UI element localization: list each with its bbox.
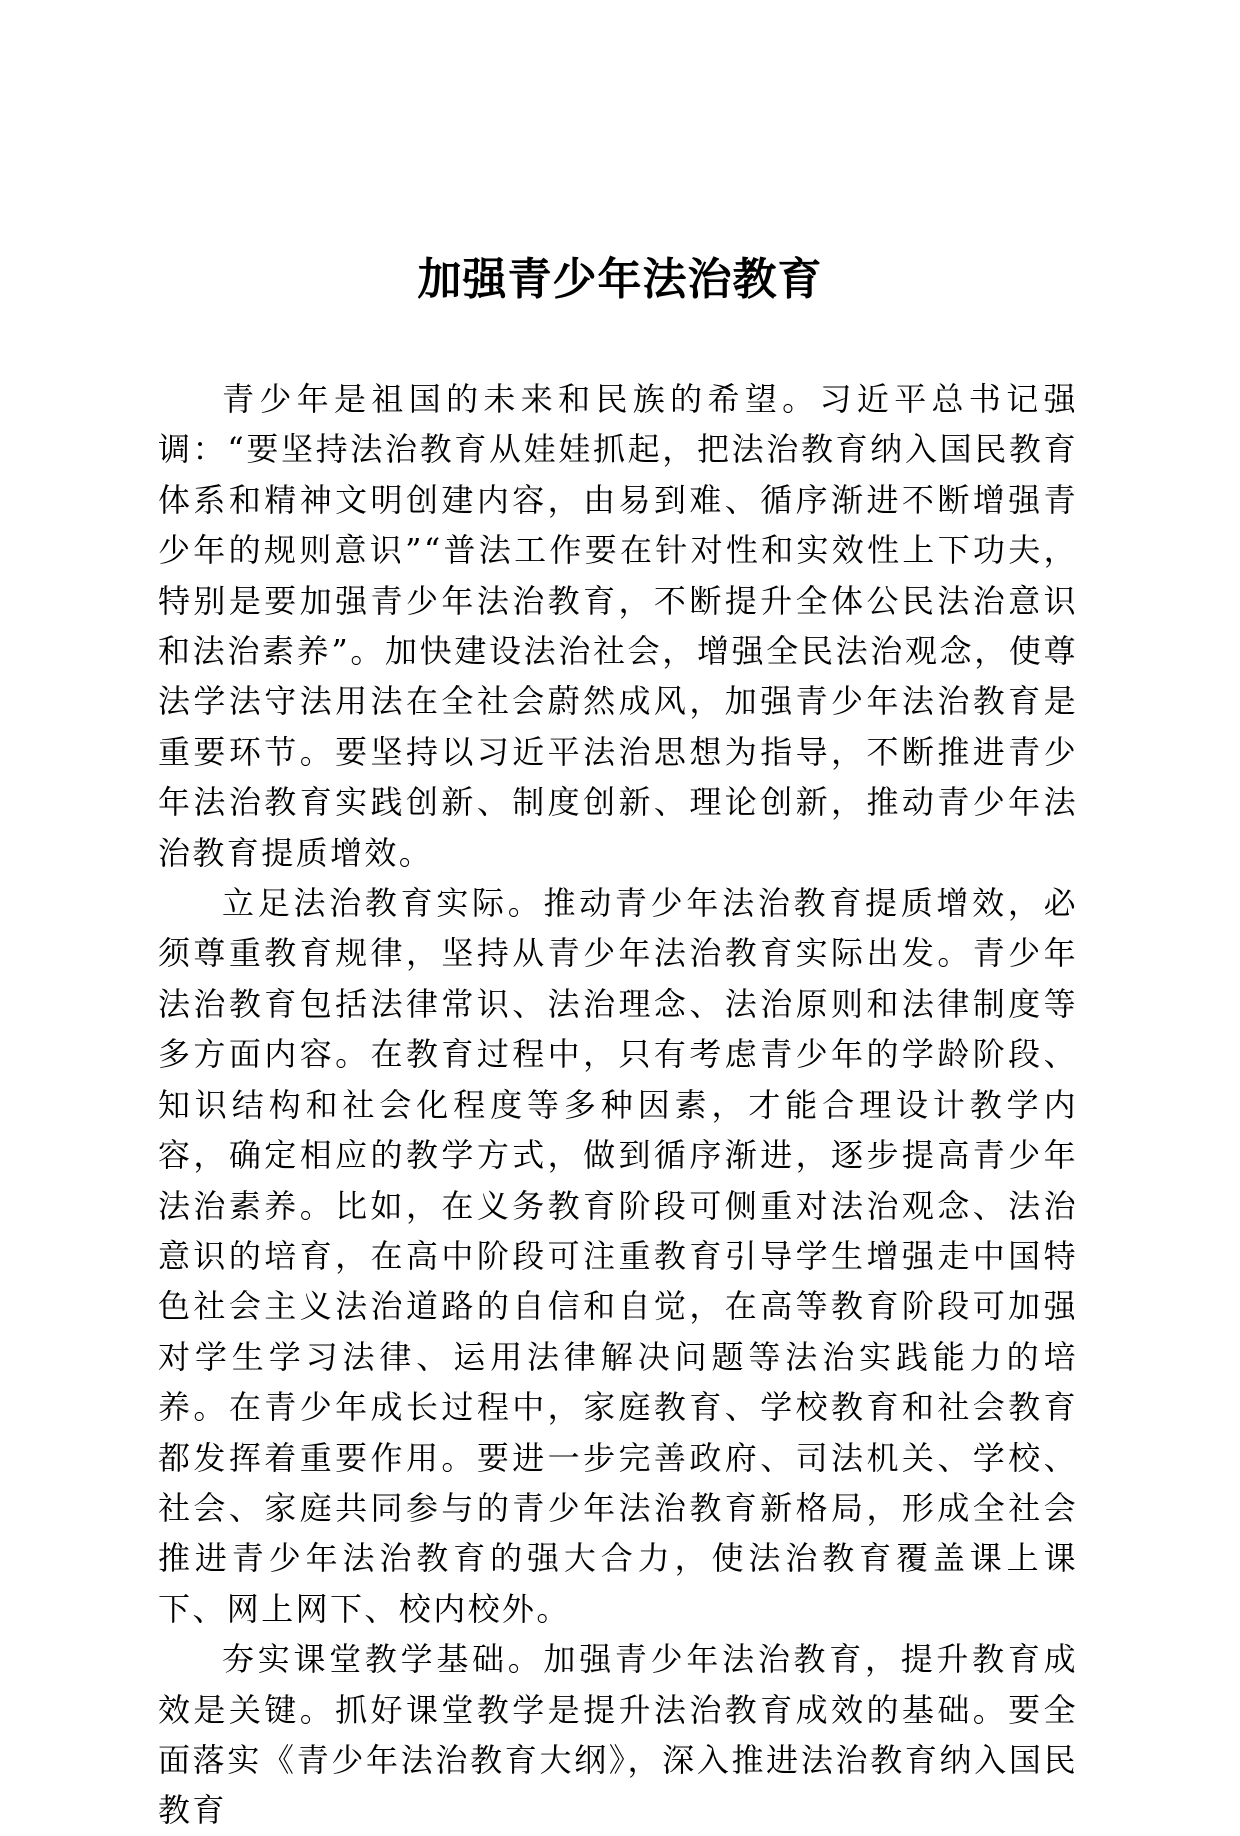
document-title: 加强青少年法治教育 [417, 254, 823, 305]
document-body [158, 374, 1078, 1836]
paragraph-practice: 立足法治教育实际。推动青少年法治教育提质增效，必须尊重教育规律，坚持从青少年法治教育实际出发。青少年法治教育包括法律常识、法治理念、法治原则和法律制度等多方面内容。在教育过程中，只有考虑青少年的学龄阶段、知识结构和社会化程度等多种因素，才能合理设计教学内容，确定相应的教学方式，做到循序渐进，逐步提高青少年法治素养。比如，在义务教育阶段可侧重对法治观念、法治意识的培育，在高中阶段可注重教育引导学生增强走中国特色社会主义法治道路的自信和自觉，在高等教育阶段可加强对学生学习法律、运用法律解决问题等法治实践能力的培养。在青少年成长过程中，家庭教育、学校教育和社会教育都发挥着重要作用。要进一步完善政府、司法机关、学校、社会、家庭共同参与的青少年法治教育新格局，形成全社会推进青少年法治教育的强大合力，使法治教育覆盖课上课下、网上网下、校内校外。 [158, 884, 1078, 1628]
paragraph-intro: 青少年是祖国的未来和民族的希望。习近平总书记强调：“要坚持法治教育从娃娃抓起，把法治教育纳入国民教育体系和精神文明创建内容，由易到难、循序渐进不断增强青少年的规则意识”“普法工作要在针对性和实效性上下功夫，特别是要加强青少年法治教育，不断提升全体公民法治意识和法治素养”。加快建设法治社会，增强全民法治观念，使尊法学法守法用法在全社会蔚然成风，加强青少年法治教育是重要环节。要坚持以习近平法治思想为指导，不断推进青少年法治教育实践创新、制度创新、理论创新，推动青少年法治教育提质增效。 [158, 380, 1078, 872]
paragraph-classroom: 夯实课堂教学基础。加强青少年法治教育，提升教育成效是关键。抓好课堂教学是提升法治教育成效的基础。要全面落实《青少年法治教育大纲》，深入推进法治教育纳入国民教育 [158, 1640, 1078, 1830]
